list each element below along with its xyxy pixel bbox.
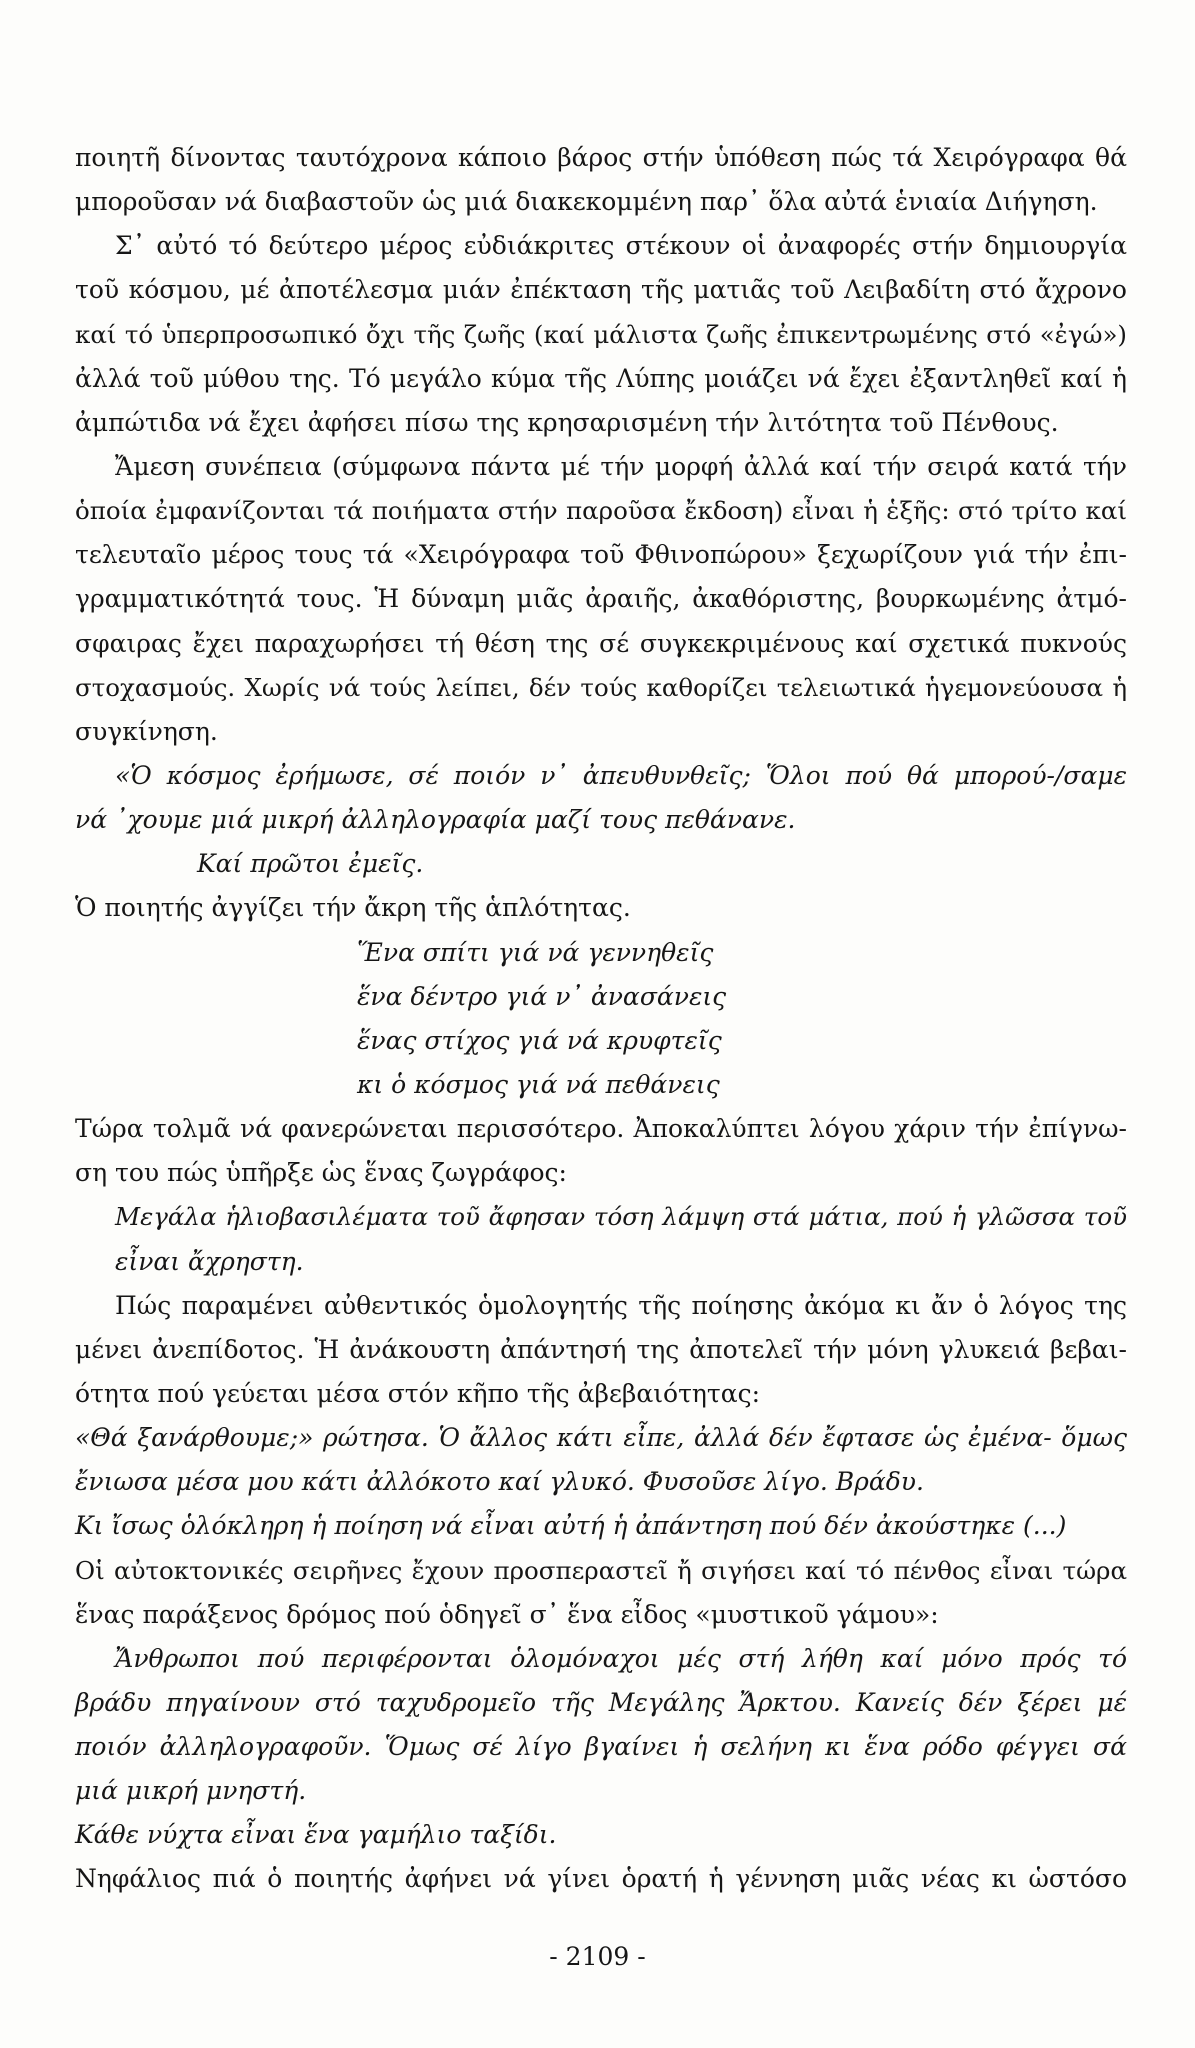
text-line: Νηφάλιος πιά ὁ ποιητής ἀφήνει νά γίνει ὁρατή ἡ γέννηση μιᾶς νέας κι ὡστόσο xyxy=(75,1864,1127,1894)
text-line: Ἄμεση συνέπεια (σύμφωνα πάντα μέ τήν μορφή ἀλλά καί τήν σειρά κατά τήν xyxy=(115,451,1127,481)
text-line: γραμματικότητά τους. Ἡ δύναμη μιᾶς ἀραιῆς, ἀκαθόριστης, βουρκωμένης ἀτμό- xyxy=(75,584,1127,614)
text-line: «Θά ξανάρθουμε;» ρώτησα. Ὁ ἄλλος κάτι εἶπε, ἀλλά δέν ἔφτασε ὡς ἐμένα- ὅμως xyxy=(75,1423,1127,1453)
text-line: ἀλλά τοῦ μύθου της. Τό μεγάλο κύμα τῆς Λύπης μοιάζει νά ἔχει ἐξαντληθεῖ καί ἡ xyxy=(75,363,1127,393)
text-line: Κάθε νύχτα εἶναι ἕνα γαμήλιο ταξίδι. xyxy=(75,1820,557,1850)
text-line: ἕνα δέντρο γιά ν᾽ ἀνασάνεις xyxy=(357,981,727,1011)
text-line: «Ὁ κόσμος ἐρήμωσε, σέ ποιόν ν᾽ ἀπευθυνθεῖς; Ὅλοι πού θά μπορού-/σαμε xyxy=(115,760,1127,790)
text-line: ἀμπώτιδα νά ἔχει ἀφήσει πίσω της κρησαρισμένη τήν λιτότητα τοῦ Πένθους. xyxy=(75,407,1059,437)
text-line: Καί πρῶτοι ἐμεῖς. xyxy=(197,849,424,879)
text-line: ἕνας στίχος γιά νά κρυφτεῖς xyxy=(357,1025,722,1055)
text-line: κι ὁ κόσμος γιά νά πεθάνεις xyxy=(357,1069,720,1099)
text-line: συγκίνηση. xyxy=(75,716,218,746)
text-line: μποροῦσαν νά διαβαστοῦν ὡς μιά διακεκομμένη παρ᾽ ὅλα αὐτά ἑνιαία Διήγηση. xyxy=(75,187,1098,217)
text-line: σφαιρας ἔχει παραχωρήσει τή θέση της σέ συγκεκριμένους καί σχετικά πυκνούς xyxy=(75,628,1127,658)
text-line: τοῦ κόσμου, μέ ἀποτέλεσμα μιάν ἐπέκταση τῆς ματιᾶς τοῦ Λειβαδίτη στό ἄχρονο xyxy=(75,275,1127,305)
text-line: Κι ἴσως ὁλόκληρη ἡ ποίηση νά εἶναι αὐτή ἡ ἀπάντηση πού δέν ἀκούστηκε (...) xyxy=(75,1511,1067,1541)
text-line: ἔνιωσα μέσα μου κάτι ἀλλόκοτο καί γλυκό. Φυσοῦσε λίγο. Βράδυ. xyxy=(75,1467,924,1497)
text-line: Τώρα τολμᾶ νά φανερώνεται περισσότερο. Ἀποκαλύπτει λόγου χάριν τήν ἐπίγνω- xyxy=(75,1114,1127,1144)
text-line: βράδυ πηγαίνουν στό ταχυδρομεῖο τῆς Μεγάλης Ἄρκτου. Κανείς δέν ξέρει μέ xyxy=(75,1687,1127,1717)
text-line: στοχασμούς. Χωρίς νά τούς λείπει, δέν τούς καθορίζει τελειωτικά ἡγεμονεύουσα ἡ xyxy=(75,672,1127,702)
text-line: εἶναι ἄχρηστη. xyxy=(115,1246,304,1276)
page-body xyxy=(75,136,1127,1902)
text-line: τελευταῖο μέρος τους τά «Χειρόγραφα τοῦ Φθινοπώρου» ξεχωρίζουν γιά τήν ἐπι- xyxy=(75,540,1127,570)
text-line: ότητα πού γεύεται μέσα στόν κῆπο τῆς ἀβεβαιότητας: xyxy=(75,1378,761,1408)
text-line: Σ᾽ αὐτό τό δεύτερο μέρος εὐδιάκριτες στέκουν οἱ ἀναφορές στήν δημιουργία xyxy=(115,231,1127,261)
text-line: καί τό ὑπερπροσωπικό ὄχι τῆς ζωῆς (καί μάλιστα ζωῆς ἐπικεντρωμένης στό «ἐγώ») xyxy=(75,319,1127,349)
page-number: - 2109 - xyxy=(549,1942,646,1971)
text-line: Ὁ ποιητής ἀγγίζει τήν ἄκρη τῆς ἁπλότητας. xyxy=(75,893,631,923)
text-line: ποιητῆ δίνοντας ταυτόχρονα κάποιο βάρος στήν ὑπόθεση πώς τά Χειρόγραφα θά xyxy=(75,143,1127,172)
text-line: μένει ἀνεπίδοτος. Ἡ ἀνάκουστη ἀπάντησή της ἀποτελεῖ τήν μόνη γλυκειά βεβαι- xyxy=(75,1334,1127,1364)
text-line: ποιόν ἀλληλογραφοῦν. Ὅμως σέ λίγο βγαίνει ἡ σελήνη κι ἕνα ρόδο φέγγει σά xyxy=(75,1732,1127,1762)
text-line: Οἱ αὐτοκτονικές σειρῆνες ἔχουν προσπεραστεῖ ἤ σιγήσει καί τό πένθος εἶναι τώρα xyxy=(75,1555,1127,1585)
text-line: ὁποία ἐμφανίζονται τά ποιήματα στήν παροῦσα ἔκδοση) εἶναι ἡ ἑξῆς: στό τρίτο καί xyxy=(75,496,1127,526)
text-line: μιά μικρή μνηστή. xyxy=(75,1776,307,1806)
text-line: Μεγάλα ἡλιοβασιλέματα τοῦ ἄφησαν τόση λάμψη στά μάτια, πού ἡ γλῶσσα τοῦ xyxy=(115,1202,1127,1232)
text-line: ἕνας παράξενος δρόμος πού ὁδηγεῖ σ᾽ ἕνα εἶδος «μυστικοῦ γάμου»: xyxy=(75,1599,939,1629)
text-line: νά ᾽χουμε μιά μικρή ἀλληλογραφία μαζί τους πεθάνανε. xyxy=(75,805,796,835)
text-line: Πώς παραμένει αὐθεντικός ὁμολογητής τῆς ποίησης ἀκόμα κι ἄν ὁ λόγος της xyxy=(115,1290,1127,1320)
text-line: Ἄνθρωποι πού περιφέρονται ὁλομόναχοι μές στή λήθη καί μόνο πρός τό xyxy=(115,1643,1127,1673)
text-line: Ἕνα σπίτι γιά νά γεννηθεῖς xyxy=(357,937,714,967)
text-line: ση του πώς ὑπῆρξε ὡς ἕνας ζωγράφος: xyxy=(75,1158,567,1188)
